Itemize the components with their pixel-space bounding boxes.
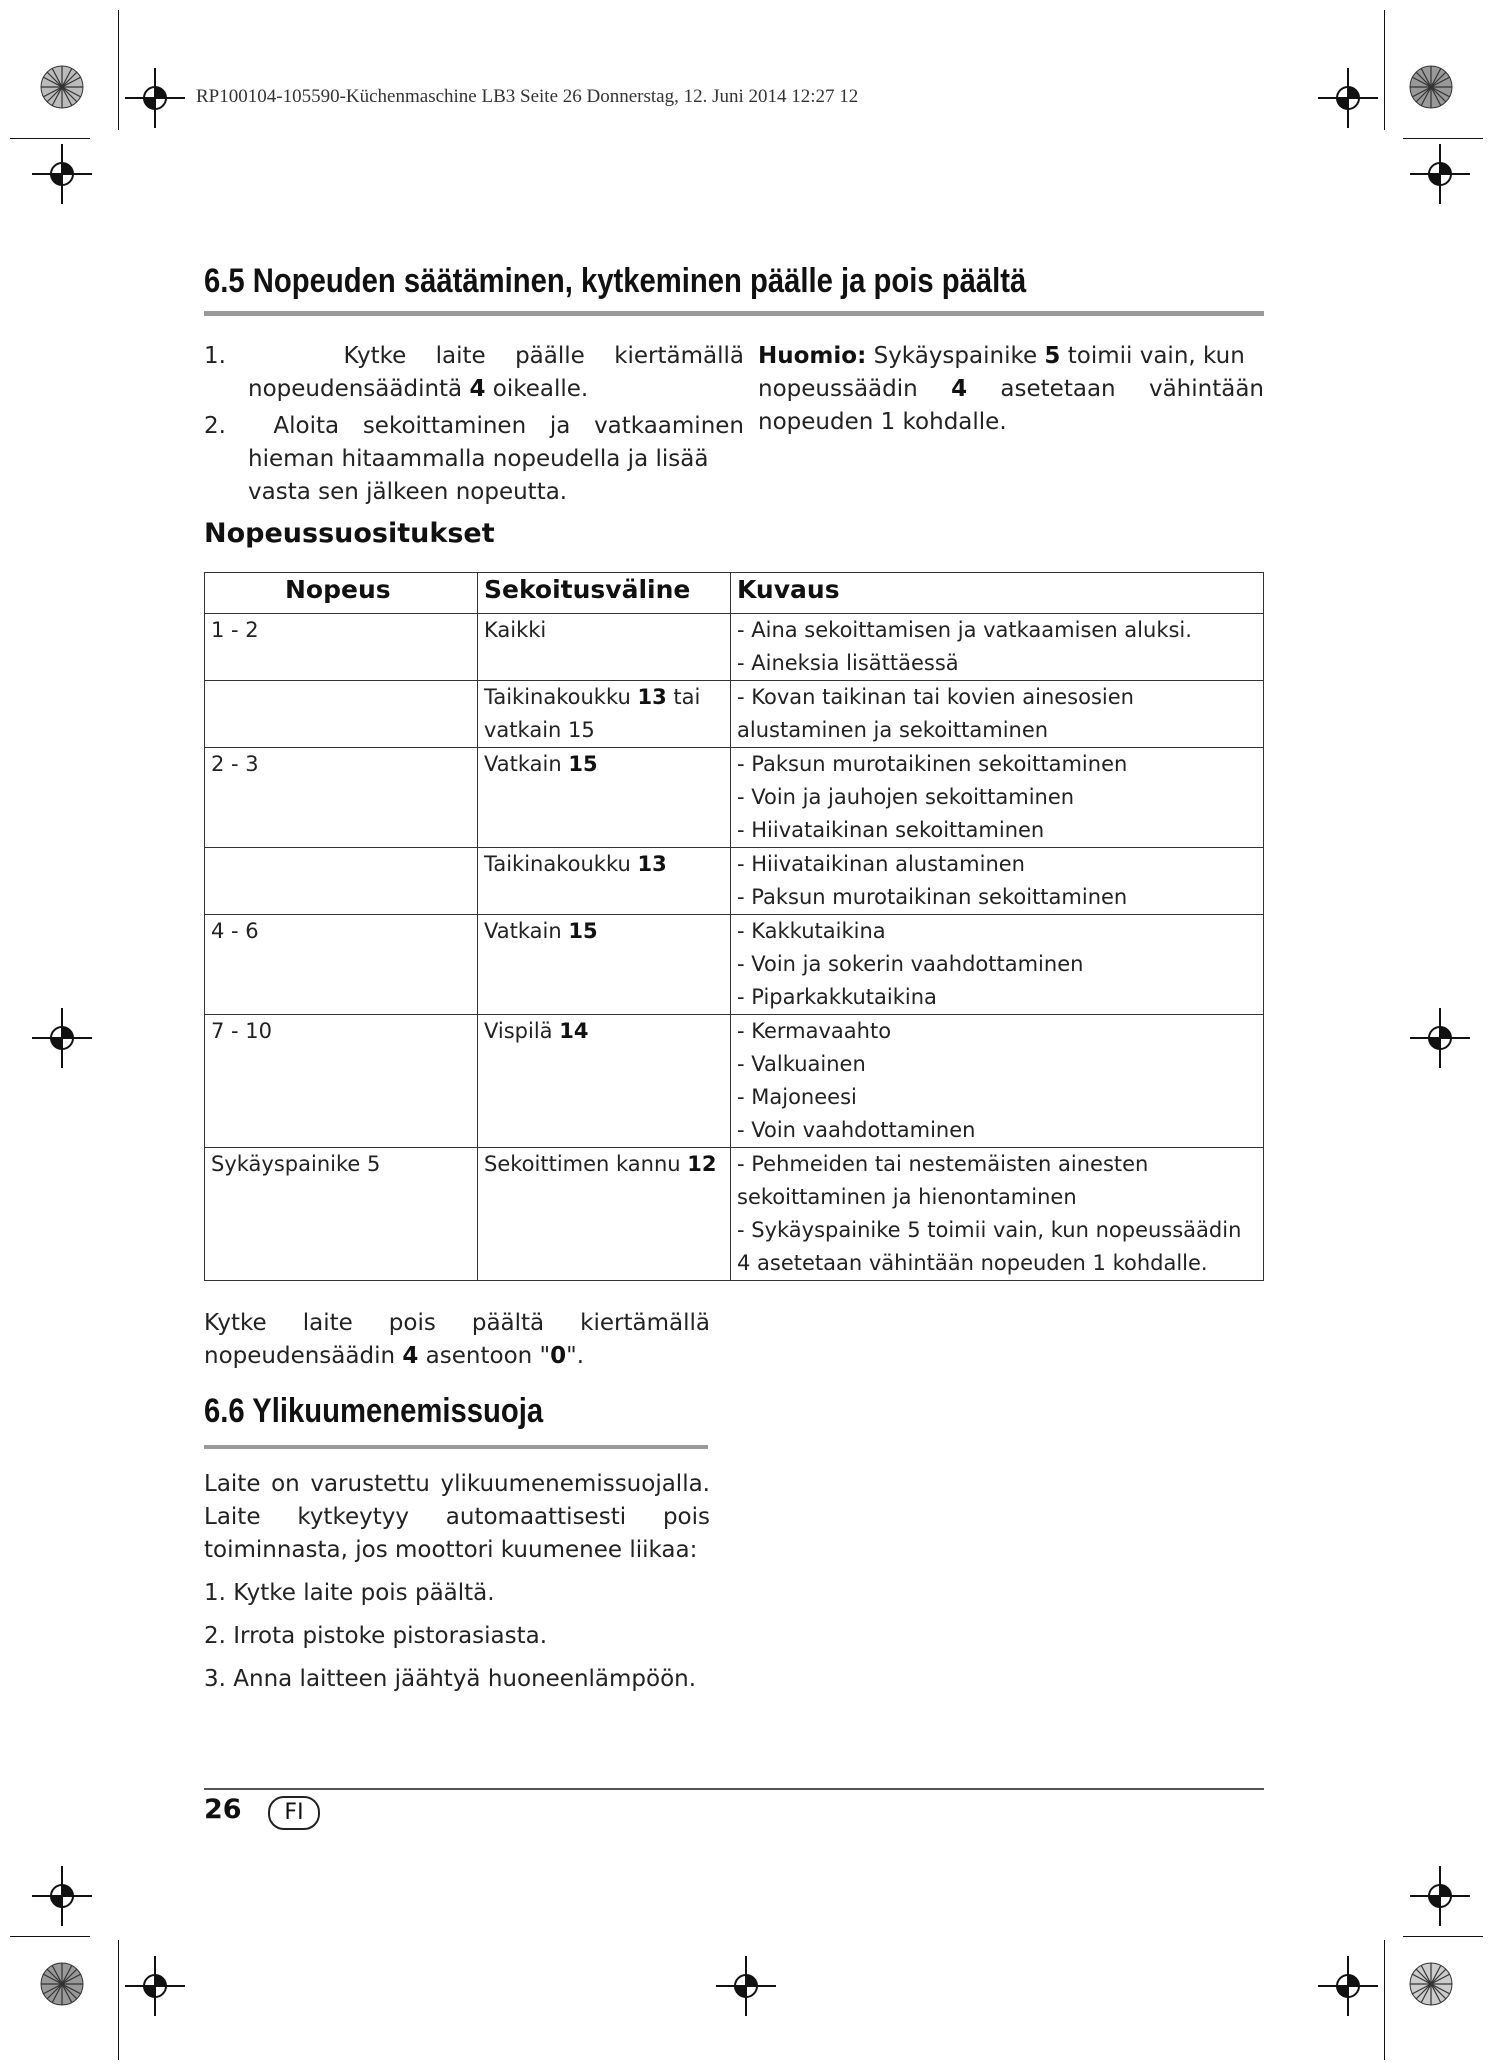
speed-cell xyxy=(205,748,478,848)
tool-part-number: 15 xyxy=(568,752,598,776)
language-badge: FI xyxy=(268,1796,320,1830)
overheat-paragraph xyxy=(204,1468,710,1696)
overheat-step-3: 3. Anna laitteen jäähtyä huoneenlämpöön. xyxy=(204,1666,697,1692)
tool-cell xyxy=(478,614,731,681)
title-rule xyxy=(204,311,1264,316)
tool-cell xyxy=(478,915,731,1015)
crop-line xyxy=(118,1940,119,2060)
description-item: - Voin vaahdottaminen xyxy=(737,1118,976,1142)
registration-mark-icon xyxy=(716,1956,776,2016)
table-row xyxy=(205,1015,1264,1148)
registration-mark-icon xyxy=(32,1008,92,1068)
starburst-mark-icon xyxy=(1409,65,1453,109)
description-item: - Paksun murotaikinan sekoittaminen xyxy=(737,885,1128,909)
description-item: - Kermavaahto xyxy=(737,1019,892,1043)
registration-mark-icon xyxy=(1318,68,1378,128)
starburst-mark-icon xyxy=(40,65,84,109)
crop-line xyxy=(1384,1940,1385,2060)
tool-name: Kaikki xyxy=(484,618,547,642)
speed-value: Sykäyspainike 5 xyxy=(211,1152,381,1176)
description-item: - Pehmeiden tai nestemäisten ainesten sekoittaminen ja hienontaminen xyxy=(737,1152,1149,1209)
overheat-line2: Laite kytkeytyy automaattisesti pois xyxy=(204,1504,710,1530)
tool-part-number: 15 xyxy=(568,919,598,943)
overheat-line3: toiminnasta, jos moottori kuumenee liikaa: xyxy=(204,1537,698,1563)
overheat-line1: Laite on varustettu ylikuumenemissuojalla. xyxy=(204,1471,710,1497)
table-row xyxy=(205,614,1264,681)
speed-cell xyxy=(205,1148,478,1281)
table-header-row xyxy=(205,573,1264,614)
crop-line xyxy=(10,138,90,139)
step-1-line1: 1. Kytke laite päälle kiertämällä xyxy=(204,343,744,369)
registration-mark-icon xyxy=(32,1866,92,1926)
tool-name-suffix: tai vatkain 15 xyxy=(484,685,701,742)
crop-line xyxy=(118,10,119,130)
speed-cell xyxy=(205,614,478,681)
registration-mark-icon xyxy=(1318,1956,1378,2016)
speed-value: 2 - 3 xyxy=(211,752,259,776)
tool-part-number: 12 xyxy=(687,1152,717,1176)
registration-mark-icon xyxy=(1410,1866,1470,1926)
section-66-title: 6.6 Ylikuumenemissuoja xyxy=(204,1392,544,1430)
overheat-step-2: 2. Irrota pistoke pistorasiasta. xyxy=(204,1623,548,1649)
note-label: Huomio: xyxy=(758,343,867,369)
speed-value: 7 - 10 xyxy=(211,1019,273,1043)
tool-part-number: 13 xyxy=(637,852,667,876)
page-number: 26 xyxy=(204,1794,242,1825)
description-item: - Piparkakkutaikina xyxy=(737,985,937,1009)
switch-off-line1: Kytke laite pois päältä kiertämällä xyxy=(204,1310,710,1336)
table-header-description: Kuvaus xyxy=(731,573,1264,614)
table-header-speed: Nopeus xyxy=(205,573,478,614)
tool-part-number: 14 xyxy=(559,1019,589,1043)
description-cell xyxy=(731,1015,1264,1148)
registration-mark-icon xyxy=(1410,1008,1470,1068)
description-item: - Sykäyspainike 5 toimii vain, kun nopeussäädin 4 asetetaan vähintään nopeuden 1 kohdalle. xyxy=(737,1218,1242,1275)
description-item: - Valkuainen xyxy=(737,1052,866,1076)
description-cell xyxy=(731,681,1264,748)
description-cell xyxy=(731,848,1264,915)
switch-off-line2: nopeudensäädin 4 asentoon "0". xyxy=(204,1343,585,1369)
description-item: - Voin ja sokerin vaahdottaminen xyxy=(737,952,1084,976)
speed-recommendations-heading: Nopeussuositukset xyxy=(204,518,495,549)
switch-off-paragraph xyxy=(204,1307,710,1373)
note-line1: Huomio: Sykäyspainike 5 toimii vain, kun xyxy=(758,343,1245,369)
registration-mark-icon xyxy=(125,1956,185,2016)
footer-rule xyxy=(204,1788,1264,1790)
speed-cell xyxy=(205,848,478,915)
table-row xyxy=(205,848,1264,915)
left-column-steps xyxy=(204,340,744,509)
description-item: - Kovan taikinan tai kovien ainesosien alustaminen ja sekoittaminen xyxy=(737,685,1134,742)
section-65-title: 6.5 Nopeuden säätäminen, kytkeminen päälle ja pois päältä xyxy=(204,262,1027,300)
step-2-line2: hieman hitaammalla nopeudella ja lisää xyxy=(248,446,709,472)
step-2-line1: 2. Aloita sekoittaminen ja vatkaaminen xyxy=(204,413,745,439)
crop-line xyxy=(1403,1936,1483,1937)
starburst-mark-icon xyxy=(1409,1962,1453,2006)
title-rule xyxy=(204,1445,708,1449)
tool-name: Taikinakoukku xyxy=(484,685,638,709)
tool-cell xyxy=(478,681,731,748)
tool-cell xyxy=(478,748,731,848)
registration-mark-icon xyxy=(32,144,92,204)
description-item: - Hiivataikinan sekoittaminen xyxy=(737,818,1045,842)
description-cell xyxy=(731,748,1264,848)
description-item: - Aina sekoittamisen ja vatkaamisen aluksi. xyxy=(737,618,1192,642)
step-1-line2: nopeudensäädintä 4 oikealle. xyxy=(248,376,589,402)
tool-cell xyxy=(478,848,731,915)
step-2-line3: vasta sen jälkeen nopeutta. xyxy=(248,479,568,505)
print-slug-line: RP100104-105590-Küchenmaschine LB3 Seite 26 Donnerstag, 12. Juni 2014 12:27 12 xyxy=(196,86,859,107)
tool-part-number: 13 xyxy=(637,685,667,709)
crop-line xyxy=(1384,10,1385,130)
tool-name: Vatkain xyxy=(484,752,569,776)
tool-name: Vispilä xyxy=(484,1019,560,1043)
note-line2: nopeussäädin 4 asetetaan vähintään xyxy=(758,376,1264,402)
tool-name: Sekoittimen kannu xyxy=(484,1152,688,1176)
description-cell xyxy=(731,614,1264,681)
description-item: - Voin ja jauhojen sekoittaminen xyxy=(737,785,1075,809)
note-box xyxy=(758,340,1264,439)
speed-cell xyxy=(205,1015,478,1148)
registration-mark-icon xyxy=(1410,144,1470,204)
crop-line xyxy=(1403,138,1483,139)
tool-name: Vatkain xyxy=(484,919,569,943)
speed-value: 1 - 2 xyxy=(211,618,259,642)
description-item: - Majoneesi xyxy=(737,1085,857,1109)
table-row xyxy=(205,748,1264,848)
speed-cell xyxy=(205,681,478,748)
table-header-tool: Sekoitusväline xyxy=(478,573,731,614)
description-item: - Hiivataikinan alustaminen xyxy=(737,852,1025,876)
registration-mark-icon xyxy=(125,68,185,128)
tool-name: Taikinakoukku xyxy=(484,852,638,876)
speed-table xyxy=(204,572,1264,1281)
overheat-step-1: 1. Kytke laite pois päältä. xyxy=(204,1580,495,1606)
speed-value: 4 - 6 xyxy=(211,919,259,943)
crop-line xyxy=(10,1936,90,1937)
description-item: - Paksun murotaikinen sekoittaminen xyxy=(737,752,1128,776)
description-item: - Kakkutaikina xyxy=(737,919,886,943)
speed-cell xyxy=(205,915,478,1015)
table-row xyxy=(205,1148,1264,1281)
tool-cell xyxy=(478,1148,731,1281)
table-row xyxy=(205,681,1264,748)
description-cell xyxy=(731,915,1264,1015)
starburst-mark-icon xyxy=(40,1962,84,2006)
table-row xyxy=(205,915,1264,1015)
description-item: - Aineksia lisättäessä xyxy=(737,651,959,675)
description-cell xyxy=(731,1148,1264,1281)
note-line3: nopeuden 1 kohdalle. xyxy=(758,409,1007,435)
tool-cell xyxy=(478,1015,731,1148)
